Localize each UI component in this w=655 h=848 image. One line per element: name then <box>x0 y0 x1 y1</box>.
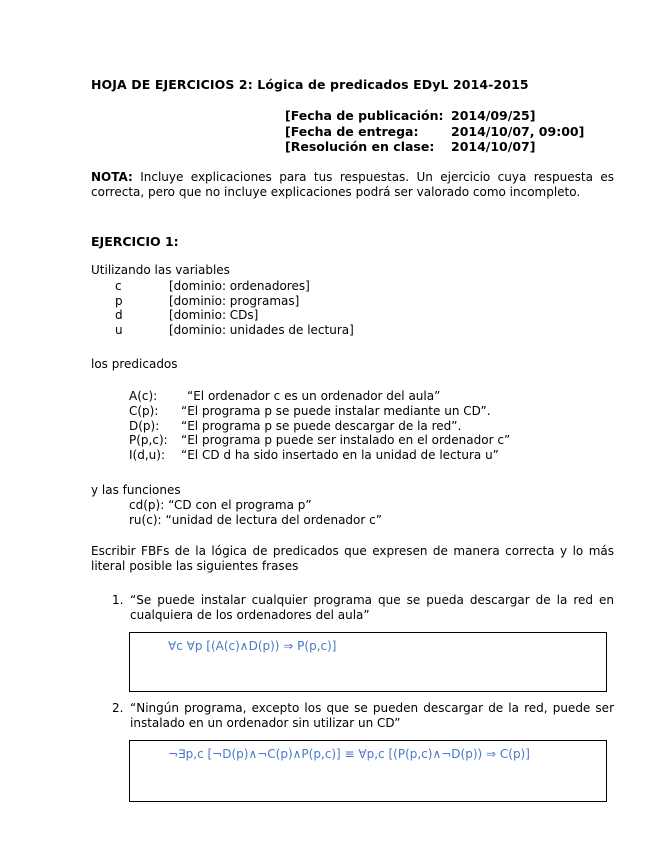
predicate-description: “El programa p se puede instalar mediante un CD”. <box>181 403 491 418</box>
question-text: “Ningún programa, excepto los que se pueden descargar de la red, puede ser instalado en un ordenador sin utilizar un CD” <box>130 701 614 730</box>
answer-box-1[interactable] <box>129 632 607 692</box>
functions-list <box>129 498 382 527</box>
predicate-row <box>129 448 510 463</box>
exercise-title: EJERCICIO 1: <box>91 234 179 249</box>
nota-label: NOTA: <box>91 170 133 184</box>
predicate-signature: I(d,u): <box>129 448 165 463</box>
variable-domain: [dominio: ordenadores] <box>169 279 310 293</box>
variable-row <box>115 279 354 294</box>
question-number: 1. <box>112 593 124 607</box>
variable-domain: [dominio: CDs] <box>169 308 259 322</box>
variable-name: c <box>115 279 122 293</box>
predicate-row <box>129 419 510 434</box>
variable-name: p <box>115 293 123 308</box>
function-description: “unidad de lectura del ordenador c” <box>165 512 382 527</box>
predicate-description: “El ordenador c es un ordenador del aula” <box>187 389 441 403</box>
dates-block <box>285 108 584 155</box>
question-item-2 <box>112 701 614 731</box>
nota-text: Incluye explicaciones para tus respuestas. Un ejercicio cuya respuesta es correcta, pero que no incluye explicaciones podrá ser valorado como incompleto. <box>91 170 614 199</box>
date-label: [Fecha de publicación: <box>285 108 444 123</box>
date-value: 2014/09/25] <box>451 108 536 123</box>
predicate-row <box>129 404 510 419</box>
predicate-row <box>129 433 510 448</box>
predicate-signature: D(p): <box>129 418 160 433</box>
variable-row <box>115 308 354 323</box>
date-value: 2014/10/07, 09:00] <box>451 123 585 139</box>
date-value: 2014/10/07] <box>451 139 536 154</box>
predicate-description: “El programa p se puede descargar de la red”. <box>181 418 462 433</box>
predicate-row <box>129 389 510 404</box>
function-row <box>129 498 382 513</box>
predicates-intro: los predicados <box>91 357 178 371</box>
date-label: [Fecha de entrega: <box>285 123 419 139</box>
functions-intro: y las funciones <box>91 483 181 497</box>
function-description: “CD con el programa p” <box>168 498 312 512</box>
predicate-description: “El CD d ha sido insertado en la unidad de lectura u” <box>181 448 499 463</box>
predicate-signature: C(p): <box>129 403 159 418</box>
question-text: “Se puede instalar cualquier programa que se pueda descargar de la red en cualquiera de los ordenadores del aula” <box>130 593 614 622</box>
answer-box-2[interactable] <box>129 740 607 802</box>
variable-name: d <box>115 308 123 322</box>
variables-list <box>115 279 354 337</box>
date-row-resolution <box>285 139 584 155</box>
variable-domain: [dominio: unidades de lectura] <box>169 322 354 337</box>
function-row <box>129 513 382 528</box>
question-item-1 <box>112 593 614 623</box>
predicate-signature: P(p,c): <box>129 433 168 448</box>
variable-row <box>115 323 354 338</box>
task-instructions: Escribir FBFs de la lógica de predicados que expresen de manera correcta y lo más literal posible las siguientes frases <box>91 544 614 573</box>
predicate-signature: A(c): <box>129 389 158 403</box>
function-signature: cd(p): <box>129 498 165 512</box>
date-row-publication <box>285 108 584 124</box>
predicates-list <box>129 389 510 463</box>
date-row-delivery <box>285 124 584 140</box>
date-label: [Resolución en clase: <box>285 139 435 154</box>
predicate-description: “El programa p puede ser instalado en el ordenador c” <box>181 433 511 448</box>
variable-domain: [dominio: programas] <box>169 293 300 308</box>
variables-intro: Utilizando las variables <box>91 263 230 277</box>
function-signature: ru(c): <box>129 512 162 527</box>
question-number: 2. <box>112 701 124 715</box>
answer-formula: ¬∃p,c [¬D(p)∧¬C(p)∧P(p,c)] ≡ ∀p,c [(P(p,c)∧¬D(p)) ⇒ C(p)] <box>168 747 530 761</box>
variable-name: u <box>115 322 123 337</box>
variable-row <box>115 294 354 309</box>
document-title: HOJA DE EJERCICIOS 2: Lógica de predicados EDyL 2014-2015 <box>91 77 529 92</box>
nota-paragraph <box>91 170 614 200</box>
answer-formula: ∀c ∀p [(A(c)∧D(p)) ⇒ P(p,c)] <box>168 639 337 653</box>
